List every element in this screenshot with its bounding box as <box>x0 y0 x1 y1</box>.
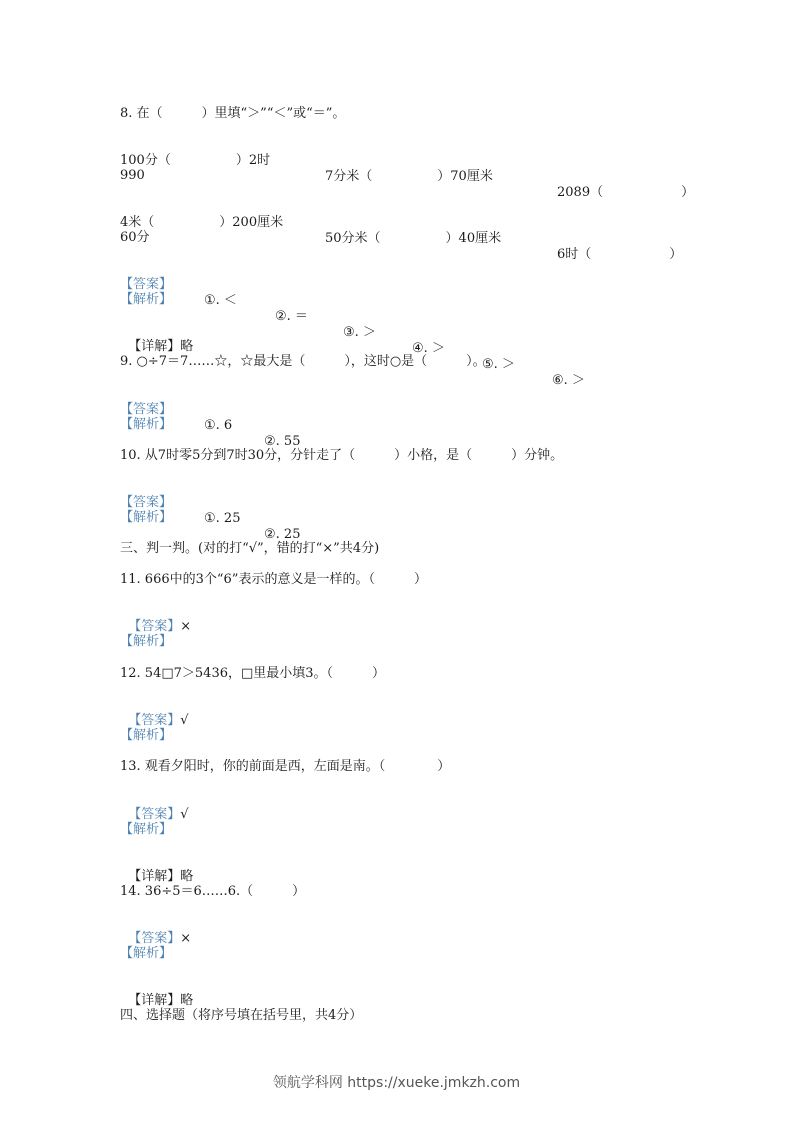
q8-item-3: 2089（ ） <box>557 185 695 200</box>
q11-analysis-tag: 【解析】 <box>120 634 173 649</box>
q8-item-2: 7分米（ ）70厘米 <box>325 169 493 184</box>
answer-tag: 【答案】 <box>128 807 181 822</box>
section-3-title: 三、判一判。(对的打“√”，错的打“×”共4分) <box>120 541 380 556</box>
answer-item: ①. ＜ <box>204 293 237 308</box>
q10-analysis-tag: 【解析】 <box>120 510 173 525</box>
answer-item: ③. ＞ <box>343 325 376 340</box>
q8-item-1: 100分（ ）2时 <box>120 153 271 168</box>
q8-item-6: 6时（ ） <box>557 247 683 262</box>
detail-tag: 【详解】 <box>128 339 181 354</box>
answer-value: × <box>180 931 192 946</box>
q14-detail <box>120 977 194 1008</box>
q8-detail <box>120 323 194 354</box>
answer-item: ②. ＝ <box>275 309 308 324</box>
answer-value: × <box>180 619 192 634</box>
answer-tag: 【答案】 <box>120 277 173 292</box>
detail-text: 略 <box>180 339 194 354</box>
q14-stem: 14. 36÷5＝6……6.（ ） <box>120 884 306 899</box>
q12-answer <box>120 697 189 728</box>
answer-tag: 【答案】 <box>120 495 173 510</box>
q8-item-5: 50分米（ ）40厘米 <box>325 231 502 246</box>
answer-tag: 【答案】 <box>120 402 173 417</box>
answer-item: ④. ＞ <box>412 341 445 356</box>
answer-item: ①. 6 <box>204 418 233 433</box>
q11-answer <box>120 603 192 634</box>
q13-stem: 13. 观看夕阳时，你的前面是西，左面是南。（ ） <box>120 759 451 774</box>
detail-tag: 【详解】 <box>128 869 181 884</box>
answer-tag: 【答案】 <box>128 619 181 634</box>
answer-item: ②. 25 <box>264 527 301 542</box>
q9-analysis-tag: 【解析】 <box>120 417 173 432</box>
q8-row1-wrap: 990 <box>120 168 145 183</box>
section-4-title: 四、选择题（将序号填在括号里，共4分） <box>120 1008 363 1023</box>
answer-value: √ <box>180 713 189 728</box>
answer-tag: 【答案】 <box>128 931 181 946</box>
q8-analysis-tag: 【解析】 <box>120 292 173 307</box>
answer-value: √ <box>180 807 189 822</box>
answer-item: ②. 55 <box>264 434 301 449</box>
answer-item: ⑤. ＞ <box>482 357 515 372</box>
q13-analysis-tag: 【解析】 <box>120 822 173 837</box>
q13-detail <box>120 853 194 884</box>
q14-analysis-tag: 【解析】 <box>120 946 173 961</box>
q8-stem: 8. 在（ ）里填“＞”“＜”或“＝”。 <box>120 106 346 121</box>
detail-text: 略 <box>180 869 194 884</box>
q13-answer <box>120 791 189 822</box>
detail-tag: 【详解】 <box>128 993 181 1008</box>
q8-item-4: 4米（ ）200厘米 <box>120 215 284 230</box>
answer-item: ⑥. ＞ <box>552 373 585 388</box>
q8-row2-wrap: 60分 <box>120 230 150 245</box>
answer-tag: 【答案】 <box>128 713 181 728</box>
footer-watermark: 领航学科网 https://xueke.jmkzh.com <box>272 1075 521 1091</box>
q14-answer <box>120 915 192 946</box>
q10-stem: 10. 从7时零5分到7时30分，分针走了（ ）小格，是（ ）分钟。 <box>120 448 564 463</box>
q9-stem: 9. ○÷7＝7……☆，☆最大是（ ），这时○是（ ）。 <box>120 354 486 369</box>
detail-text: 略 <box>180 993 194 1008</box>
q12-stem: 12. 54□7＞5436，□里最小填3。（ ） <box>120 666 386 681</box>
answer-item: ①. 25 <box>204 511 241 526</box>
q12-analysis-tag: 【解析】 <box>120 728 173 743</box>
q11-stem: 11. 666中的3个“6”表示的意义是一样的。（ ） <box>120 572 427 587</box>
